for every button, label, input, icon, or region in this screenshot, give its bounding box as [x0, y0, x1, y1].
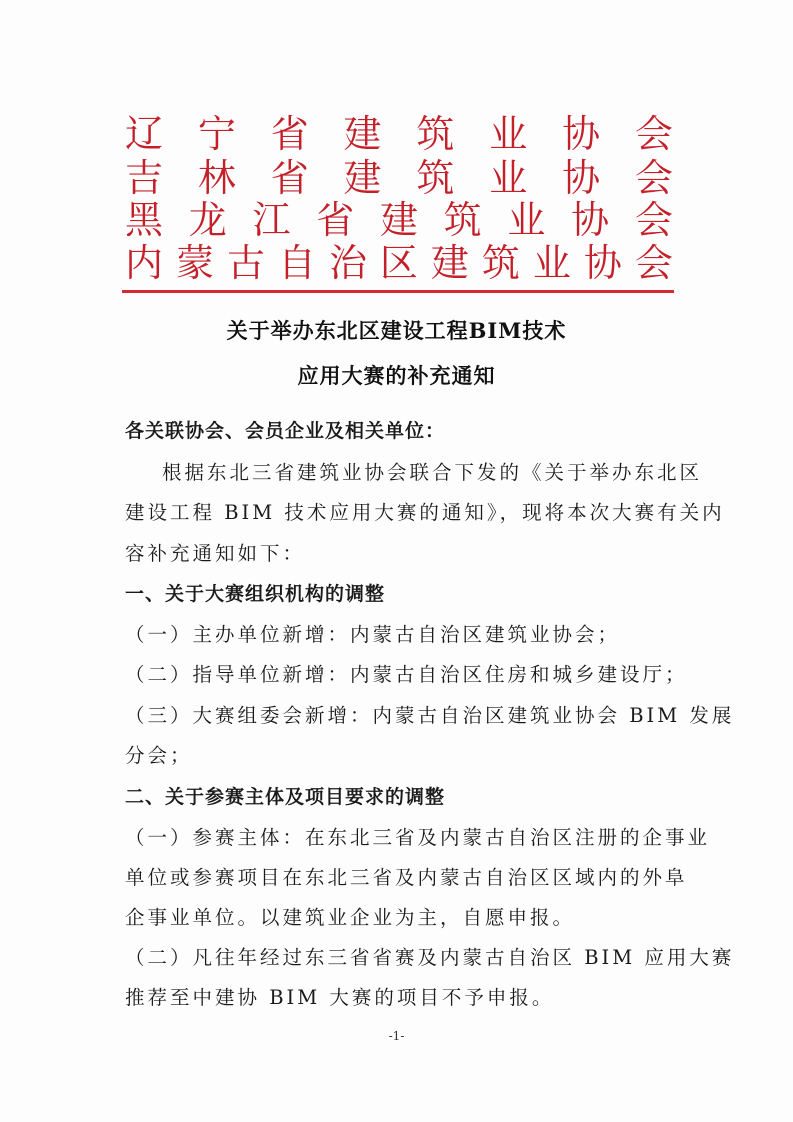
org-char: 会 [634, 112, 673, 156]
org-char: 会 [634, 198, 673, 242]
org-liaoning [125, 112, 673, 156]
org-heilongjiang [125, 198, 673, 242]
section2-item-2-cont: 推荐至中建协 BIM 大赛的项目不予申报。 [125, 986, 555, 1009]
org-char: 建 [343, 156, 382, 200]
org-char: 协 [562, 112, 601, 156]
section2-item-1-cont1: 单位或参赛项目在东北三省及内蒙古自治区区域内的外阜 [125, 866, 688, 889]
org-char: 筑 [416, 156, 455, 200]
section2-item-1: （一）参赛主体：在东北三省及内蒙古自治区注册的企事业 [125, 826, 711, 849]
org-inner-mongolia [125, 241, 673, 285]
org-char: 治 [328, 241, 367, 285]
org-char: 建 [343, 112, 382, 156]
page-number: -1- [388, 1029, 405, 1043]
org-char: 业 [489, 156, 528, 200]
org-char: 业 [507, 198, 546, 242]
org-char: 蒙 [175, 241, 214, 285]
org-char: 龙 [188, 198, 227, 242]
org-char: 协 [583, 241, 622, 285]
org-char: 省 [270, 112, 309, 156]
intro-line-3: 容补充通知如下： [125, 542, 306, 565]
org-char: 辽 [125, 112, 164, 156]
title-line-2: 应用大赛的补充通知 [297, 363, 496, 388]
org-char: 业 [532, 241, 571, 285]
org-char: 会 [634, 241, 673, 285]
org-char: 江 [252, 198, 291, 242]
org-char: 协 [562, 156, 601, 200]
org-char: 协 [571, 198, 610, 242]
org-char: 业 [489, 112, 528, 156]
header-divider [122, 290, 674, 293]
section1-item-3-cont: 分会； [125, 744, 193, 767]
org-char: 区 [379, 241, 418, 285]
intro-line-1: 根据东北三省建筑业协会联合下发的《关于举办东北区 [162, 461, 703, 484]
org-char: 建 [430, 241, 469, 285]
org-char: 筑 [481, 241, 520, 285]
section2-item-2: （二）凡往年经过东三省省赛及内蒙古自治区 BIM 应用大赛 [125, 946, 735, 969]
section1-item-3: （三）大赛组委会新增：内蒙古自治区建筑业协会 BIM 发展 [125, 704, 735, 727]
org-char: 宁 [197, 112, 236, 156]
org-char: 筑 [416, 112, 455, 156]
org-char: 建 [379, 198, 418, 242]
section2-heading: 二、关于参赛主体及项目要求的调整 [125, 786, 446, 808]
org-char: 内 [125, 241, 164, 285]
section1-item-1: （一）主办单位新增：内蒙古自治区建筑业协会； [125, 623, 621, 646]
org-char: 林 [197, 156, 236, 200]
org-char: 省 [270, 156, 309, 200]
org-char: 古 [226, 241, 265, 285]
section1-heading: 一、关于大赛组织机构的调整 [125, 583, 386, 605]
org-char: 会 [634, 156, 673, 200]
org-char: 黑 [125, 198, 164, 242]
org-char: 吉 [125, 156, 164, 200]
org-char: 省 [316, 198, 355, 242]
intro-line-2: 建设工程 BIM 技术应用大赛的通知》，现将本次大赛有关内 [125, 501, 725, 524]
org-char: 筑 [443, 198, 482, 242]
org-jilin [125, 156, 673, 200]
section2-item-1-cont2: 企事业单位。以建筑业企业为主，自愿申报。 [125, 906, 576, 929]
salutation: 各关联协会、会员企业及相关单位： [125, 420, 446, 442]
org-char: 自 [277, 241, 316, 285]
title-line-1: 关于举办东北区建设工程BIM技术 [226, 318, 567, 343]
section1-item-2: （二）指导单位新增：内蒙古自治区住房和城乡建设厅； [125, 663, 688, 686]
